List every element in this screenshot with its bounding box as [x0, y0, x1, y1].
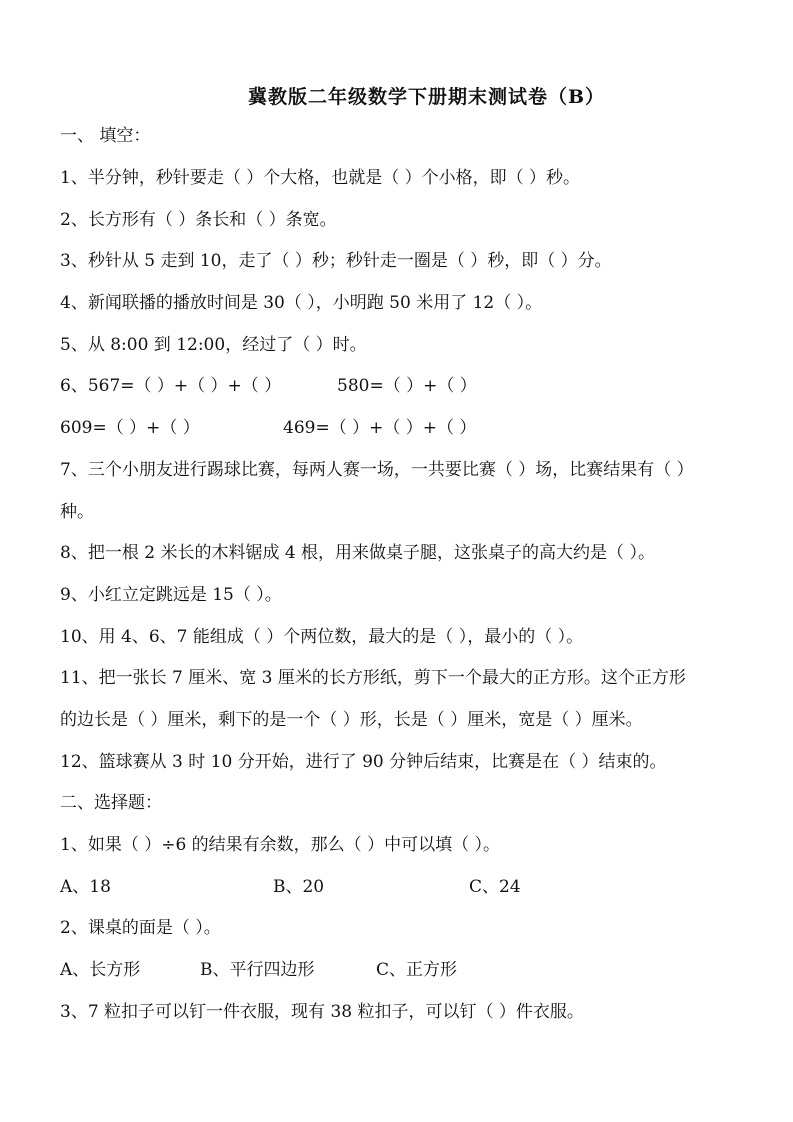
- option-c: C、24: [469, 877, 521, 897]
- question-1-7-line1: 7、三个小朋友进行踢球比赛，每两人赛一场，一共要比赛（ ）场，比赛结果有（ ）: [60, 460, 694, 480]
- option-a: A、18: [60, 877, 111, 897]
- question-2-1: 1、如果（ ）÷6 的结果有余数，那么（ ）中可以填（ ）。: [60, 835, 500, 855]
- question-1-11-line2: 的边长是（ ）厘米，剩下的是一个（ ）形，长是（ ）厘米，宽是（ ）厘米。: [60, 710, 643, 730]
- question-1-4: 4、新闻联播的播放时间是 30（ ），小明跑 50 米用了 12（ ）。: [60, 293, 543, 313]
- question-1-6a: 6、567=（ ）+（ ）+（ ）: [60, 376, 282, 396]
- option-b: B、平行四边形: [200, 960, 315, 980]
- question-1-7-line2: 种。: [60, 502, 94, 522]
- question-1-3: 3、秒针从 5 走到 10，走了（ ）秒；秒针走一圈是（ ）秒，即（ ）分。: [60, 251, 612, 271]
- question-1-11-line1: 11、把一张长 7 厘米、宽 3 厘米的长方形纸，剪下一个最大的正方形。这个正方形: [60, 668, 686, 688]
- option-c: C、正方形: [376, 960, 458, 980]
- question-1-8: 8、把一根 2 米长的木料锯成 4 根，用来做桌子腿，这张桌子的高大约是（ ）。: [60, 543, 655, 563]
- question-1-2: 2、长方形有（ ）条长和（ ）条宽。: [60, 210, 337, 230]
- question-2-2: 2、课桌的面是（ ）。: [60, 918, 221, 938]
- option-a: A、长方形: [60, 960, 141, 980]
- option-b: B、20: [273, 877, 325, 897]
- question-2-3: 3、7 粒扣子可以钉一件衣服，现有 38 粒扣子，可以钉（ ）件衣服。: [60, 1002, 584, 1022]
- question-1-10: 10、用 4、6、7 能组成（ ）个两位数，最大的是（ ），最小的（ ）。: [60, 627, 584, 647]
- question-1-12: 12、篮球赛从 3 时 10 分开始，进行了 90 分钟后结束，比赛是在（ ）结束的。: [60, 752, 667, 772]
- question-1-1: 1、半分钟，秒针要走（ ）个大格，也就是（ ）个小格，即（ ）秒。: [60, 168, 581, 188]
- page-title: 冀教版二年级数学下册期末测试卷（B）: [247, 86, 606, 108]
- section2-heading: 二、选择题：: [60, 793, 162, 813]
- question-1-6c: 609=（ ）+（ ）: [60, 418, 200, 438]
- question-1-6d: 469=（ ）+（ ）+（ ）: [283, 418, 477, 438]
- question-1-5: 5、从 8:00 到 12:00，经过了（ ）时。: [60, 335, 367, 355]
- section1-heading: 一、 填空：: [60, 126, 151, 146]
- question-1-6b: 580=（ ）+（ ）: [337, 376, 477, 396]
- question-1-9: 9、小红立定跳远是 15（ ）。: [60, 585, 282, 605]
